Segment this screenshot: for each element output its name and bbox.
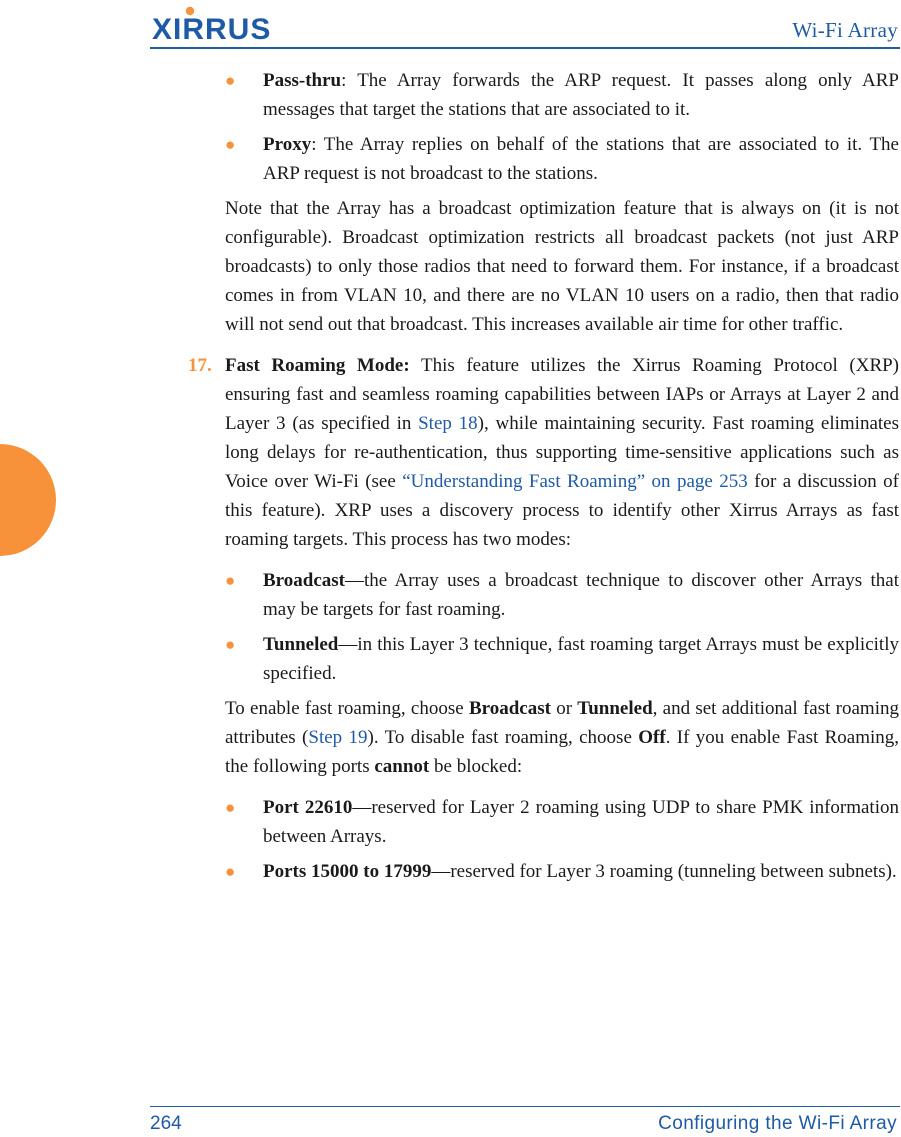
bullet-tunneled [225,630,899,688]
bullet-term: Tunneled [263,634,339,655]
bullet-text: : The Array forwards the ARP request. It passes along only ARP messages that target the stations that are associated to it. [263,70,899,120]
step-text: This feature utilizes the Xirrus Roaming Protocol (XRP) ensuring fast and seamless roaming capabilities between IAPs or Arrays at Layer 2 and Layer 3 (as specified in [225,355,900,434]
page-content [188,66,900,892]
bullet-term: Broadcast [263,570,345,591]
step-18-link[interactable]: Step 18 [418,413,478,434]
bullet-icon: ● [225,635,236,654]
step-number: 17. [188,355,212,376]
footer-section-title: Configuring the Wi-Fi Array [658,1113,897,1134]
svg-text:XIRRUS: XIRRUS [152,13,272,42]
footer-rule [150,1106,900,1107]
step-text: for a discussion of this feature). XRP uses a discovery process to identify other Xirrus Arrays as fast roaming targets. This process has two modes: [225,471,900,550]
bullet-broadcast [225,566,899,624]
bullet-term: Port 22610 [263,797,353,818]
understanding-fast-roaming-link[interactable]: “Understanding Fast Roaming” on page 253 [402,471,748,492]
enable-paragraph: To enable fast roaming, choose Broadcast or Tunneled, and set additional fast roaming attributes (Step 19). To disable fast roaming, choose Off. If you enable Fast Roaming, the following ports cannot be blocked: [225,698,900,777]
bullet-icon: ● [225,798,236,817]
bullet-text: —reserved for Layer 3 roaming (tunneling between subnets). [431,861,897,882]
bullet-term: Proxy [263,134,312,155]
bullet-text: : The Array replies on behalf of the stations that are associated to it. The ARP request is not broadcast to the stations. [263,134,899,184]
step-term: Fast Roaming Mode: [225,355,410,376]
bullet-icon: ● [225,862,236,881]
bullet-icon: ● [225,135,236,154]
bullet-term: Ports 15000 to 17999 [263,861,432,882]
bullet-pass-thru [225,66,899,124]
bullet-port-22610 [225,793,899,851]
note-paragraph: Note that the Array has a broadcast optimization feature that is always on (it is not configurable). Broadcast optimization restricts all broadcast packets (not just ARP broadcasts) to only those radios that need to forward them. For instance, if a broadcast comes in from VLAN 10, and there are no VLAN 10 users on a radio, then that radio will not send out that broadcast. This increases available air time for other traffic. [225,198,899,335]
step-17 [188,351,900,554]
bullet-text: —in this Layer 3 technique, fast roaming target Arrays must be explicitly specified. [263,634,899,684]
chapter-tab-marker [0,444,56,556]
bullet-ports-15000-17999 [225,857,899,886]
bullet-term: Pass-thru [263,70,342,91]
page-number: 264 [150,1113,182,1134]
bullet-text: —reserved for Layer 2 roaming using UDP to share PMK information between Arrays. [263,797,899,847]
bullet-icon: ● [225,71,236,90]
header-rule [150,47,900,49]
header-title: Wi-Fi Array [792,18,898,42]
bullet-text: —the Array uses a broadcast technique to discover other Arrays that may be targets for fast roaming. [263,570,899,620]
step-19-link[interactable]: Step 19 [308,727,368,748]
bullet-proxy [225,130,899,188]
step-text: ), while maintaining security. Fast roaming eliminates long delays for re-authentication, thus supporting time-sensitive applications such as Voice over Wi-Fi (see [225,413,899,492]
bullet-icon: ● [225,571,236,590]
xirrus-logo [152,6,302,42]
